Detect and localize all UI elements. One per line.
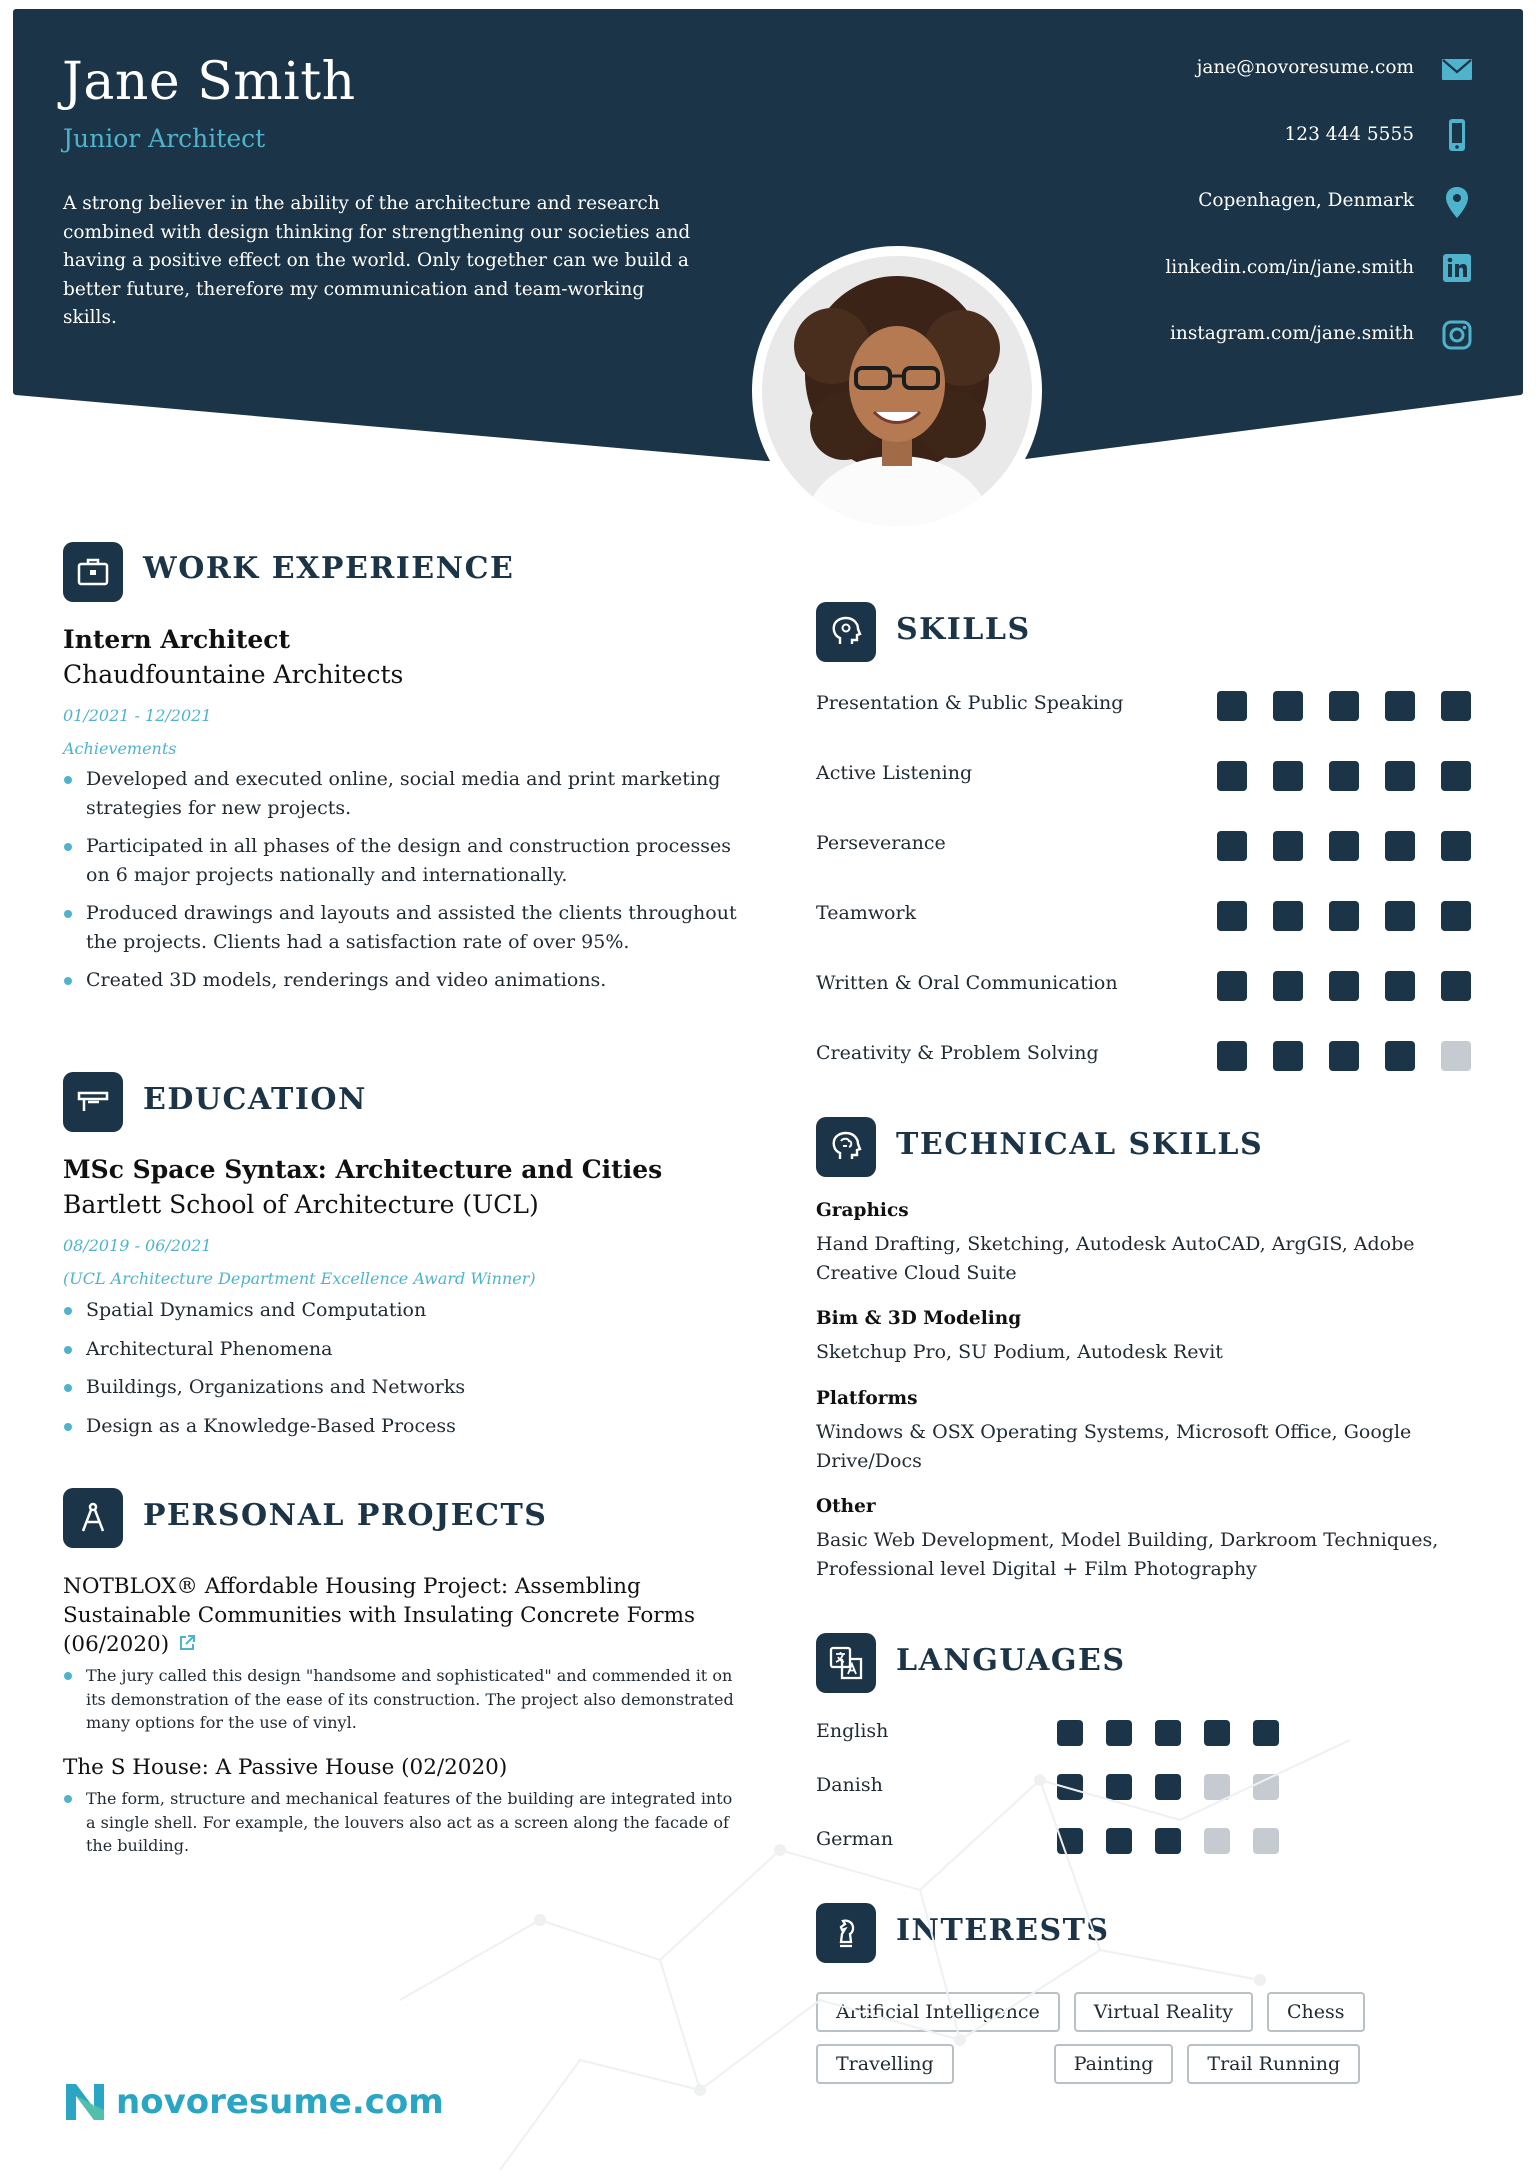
rating-dot-filled	[1329, 691, 1359, 721]
profile-summary: A strong believer in the ability of the architecture and research combined with design thinking for strengthening our societies and having a positive effect on the world. Only together can we build a better future, therefore my communication and team-working skills.	[63, 193, 691, 328]
list-item: Produced drawings and layouts and assisted the clients throughout the projects. Clients had a satisfaction rate of over 95%.	[63, 899, 743, 956]
rating-dot-filled	[1217, 971, 1247, 1001]
rating-dot-filled	[1385, 1041, 1415, 1071]
courses-list	[63, 1296, 743, 1450]
technical-skills-heading: TECHNICAL SKILLS	[896, 1127, 1264, 1162]
head-gear-icon	[816, 602, 876, 662]
education-award: (UCL Architecture Department Excellence Award Winner)	[63, 1269, 536, 1288]
list-item: Developed and executed online, social media and print marketing strategies for new projects.	[63, 765, 743, 822]
rating-dot-filled	[1217, 1041, 1247, 1071]
skills-heading: SKILLS	[896, 612, 1031, 647]
phone-icon	[1440, 118, 1474, 152]
rating-dot-filled	[1385, 971, 1415, 1001]
rating-dot-filled	[1273, 1041, 1303, 1071]
skill-label: Perseverance	[816, 832, 946, 854]
tech-values: Sketchup Pro, SU Podium, Autodesk Revit	[816, 1341, 1223, 1363]
rating-dot-filled	[1217, 761, 1247, 791]
rating-dot-filled	[1273, 831, 1303, 861]
rating-dot-filled	[1385, 901, 1415, 931]
linkedin-icon	[1440, 251, 1474, 285]
rating-dot-empty	[1441, 1041, 1471, 1071]
list-item: Architectural Phenomena	[63, 1335, 743, 1364]
interest-chip: Trail Running	[1187, 2044, 1360, 2084]
rating-dot-filled	[1329, 761, 1359, 791]
education-heading: EDUCATION	[143, 1082, 367, 1117]
skill-label: Teamwork	[816, 902, 917, 924]
graduation-cap-icon	[63, 1072, 123, 1132]
language-label: Danish	[816, 1774, 883, 1796]
instagram-icon	[1440, 318, 1474, 352]
translate-icon	[816, 1633, 876, 1693]
portrait-image	[762, 256, 1032, 526]
contact-email[interactable]: jane@novoresume.com	[1196, 57, 1414, 78]
interest-chip: Travelling	[816, 2044, 954, 2084]
school-name: Bartlett School of Architecture (UCL)	[63, 1190, 539, 1219]
tech-values: Hand Drafting, Sketching, Autodesk AutoCAD, ArgGIS, Adobe Creative Cloud Suite	[816, 1233, 1415, 1284]
list-item: Spatial Dynamics and Computation	[63, 1296, 743, 1325]
skill-rating	[1217, 971, 1497, 1001]
skill-rating	[1217, 1041, 1497, 1071]
skill-rating	[1217, 831, 1497, 861]
brand-text: novoresume.com	[116, 2082, 444, 2122]
achievements-list	[63, 765, 743, 1005]
work-experience-heading: WORK EXPERIENCE	[143, 551, 515, 586]
interest-chip: Virtual Reality	[1074, 1992, 1253, 2032]
contact-location: Copenhagen, Denmark	[1198, 190, 1414, 211]
tech-category: Bim & 3D Modeling	[816, 1308, 1022, 1329]
interest-chip: Chess	[1267, 1992, 1365, 2032]
rating-dot-filled	[1273, 761, 1303, 791]
job-title: Intern Architect	[63, 625, 291, 654]
contact-phone[interactable]: 123 444 5555	[1284, 124, 1414, 145]
skill-label: Written & Oral Communication	[816, 972, 1118, 994]
rating-dot-filled	[1273, 971, 1303, 1001]
brand-logo[interactable]	[62, 2080, 444, 2124]
list-item: The jury called this design "handsome and sophisticated" and commended it on its demonstration of the ease of its construction. The project also demonstrated many options for the use of vinyl.	[63, 1664, 743, 1735]
tech-values: Windows & OSX Operating Systems, Microsoft Office, Google Drive/Docs	[816, 1421, 1412, 1472]
location-pin-icon	[1440, 185, 1474, 219]
list-item: Created 3D models, renderings and video animations.	[63, 966, 743, 995]
rating-dot-filled	[1217, 831, 1247, 861]
rating-dot-filled	[1441, 831, 1471, 861]
background-pattern	[400, 1700, 1350, 2170]
candidate-title: Junior Architect	[63, 124, 266, 153]
tech-category: Other	[816, 1496, 876, 1517]
rating-dot-filled	[1217, 691, 1247, 721]
rating-dot-filled	[1273, 691, 1303, 721]
briefcase-icon	[63, 542, 123, 602]
tech-values: Basic Web Development, Model Building, Darkroom Techniques, Professional level Digital + Film Photography	[816, 1529, 1439, 1580]
list-item: The form, structure and mechanical features of the building are integrated into a single shell. For example, the louvers also act as a screen along the facade of the building.	[63, 1787, 743, 1858]
skill-rating	[1217, 761, 1497, 791]
novoresume-logo-icon	[62, 2080, 108, 2124]
interests-heading: INTERESTS	[896, 1913, 1110, 1948]
tech-category: Graphics	[816, 1200, 909, 1221]
tech-category: Platforms	[816, 1388, 918, 1409]
rating-dot-filled	[1217, 901, 1247, 931]
external-link-icon[interactable]	[177, 1633, 197, 1653]
compass-icon	[63, 1488, 123, 1548]
degree-title: MSc Space Syntax: Architecture and Cities	[63, 1155, 663, 1184]
rating-dot-filled	[1329, 1041, 1359, 1071]
brain-icon	[816, 1117, 876, 1177]
rating-dot-filled	[1441, 971, 1471, 1001]
profile-photo	[752, 246, 1042, 536]
personal-projects-heading: PERSONAL PROJECTS	[143, 1498, 548, 1533]
education-dates: 08/2019 - 06/2021	[63, 1236, 212, 1255]
job-dates: 01/2021 - 12/2021	[63, 706, 212, 725]
rating-dot-filled	[1329, 901, 1359, 931]
interest-chip: Artificial Intelligence	[816, 1992, 1060, 2032]
project-title	[63, 1572, 743, 1659]
rating-dot-filled	[1441, 761, 1471, 791]
rating-dot-filled	[1273, 901, 1303, 931]
achievements-label: Achievements	[63, 739, 177, 758]
project-title: The S House: A Passive House (02/2020)	[63, 1755, 508, 1780]
rating-dot-filled	[1385, 691, 1415, 721]
project-title-text: NOTBLOX® Affordable Housing Project: Assembling Sustainable Communities with Insulating Concrete Forms (06/2020)	[63, 1574, 695, 1657]
rating-dot-filled	[1385, 761, 1415, 791]
contact-linkedin[interactable]: linkedin.com/in/jane.smith	[1165, 257, 1414, 278]
envelope-icon	[1440, 52, 1474, 86]
rating-dot-filled	[1441, 901, 1471, 931]
skill-label: Presentation & Public Speaking	[816, 692, 1124, 714]
list-item: Buildings, Organizations and Networks	[63, 1373, 743, 1402]
language-label: English	[816, 1720, 889, 1742]
skill-rating	[1217, 901, 1497, 931]
languages-heading: LANGUAGES	[896, 1643, 1126, 1678]
skill-label: Creativity & Problem Solving	[816, 1042, 1099, 1064]
list-item: Participated in all phases of the design and construction processes on 6 major projects nationally and internationally.	[63, 832, 743, 889]
company-name: Chaudfountaine Architects	[63, 660, 404, 689]
candidate-name: Jane Smith	[62, 52, 356, 112]
list-item: Design as a Knowledge-Based Process	[63, 1412, 743, 1441]
contact-instagram[interactable]: instagram.com/jane.smith	[1169, 323, 1414, 344]
interest-chip: Painting	[1054, 2044, 1174, 2084]
language-label: German	[816, 1828, 894, 1850]
rating-dot-filled	[1385, 831, 1415, 861]
rating-dot-filled	[1329, 971, 1359, 1001]
skill-label: Active Listening	[816, 762, 973, 784]
rating-dot-filled	[1329, 831, 1359, 861]
rating-dot-filled	[1441, 691, 1471, 721]
skill-rating	[1217, 691, 1497, 721]
